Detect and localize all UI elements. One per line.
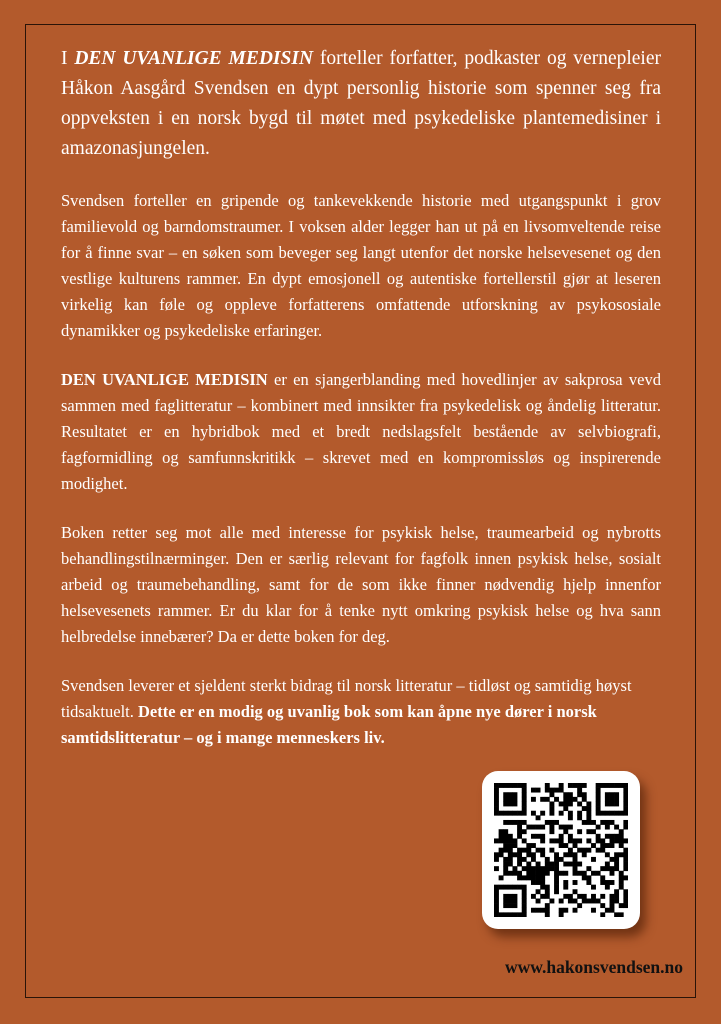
book-title: DEN UVANLIGE MEDISIN [74, 48, 314, 69]
genre-text: er en sjangerblanding med hovedlinjer av sakprosa vevd sammen med faglitteratur – kombinert med innsikter fra psykedelisk og åndelig litteratur. Resultatet er en hybridbok med et bredt nedslagsfelt bestående av selvbiografi, fagformidling og samfunnskritikk – skrevet med en kompromissløs og inspirerende modighet. [61, 370, 661, 493]
closing-text: Svendsen leverer et sjeldent sterkt bidrag til norsk litteratur – tidløst og samtidig høyst tidsaktuelt. [61, 676, 632, 721]
closing-paragraph [61, 673, 661, 751]
intro-prefix: I [61, 48, 75, 69]
qr-code-icon[interactable] [494, 783, 628, 917]
intro-paragraph [61, 44, 661, 164]
audience-paragraph: Boken retter seg mot alle med interesse for psykisk helse, traumearbeid og nybrotts behandlingstilnærminger. Den er særlig relevant for fagfolk innen psykisk helse, sosialt arbeid og traumebehandling, samt for de som ikke finner nødvendig hjelp innenfor helsevesenets rammer. Er du klar for å tenke nytt omkring psykisk helse og hva sann helbredelse innebærer? Da er dette boken for deg. [61, 523, 661, 646]
book-title-bold: DEN UVANLIGE MEDISIN [61, 370, 268, 389]
story-paragraph: Svendsen forteller en gripende og tankevekkende historie med utgangspunkt i grov familievold og barndomstraumer. I voksen alder legger han ut på en livsomveltende reise for å finne svar – en søken som beveger seg langt utenfor det norske helsevesenet og den vestlige kulturens rammer. En dypt emosjonell og autentiske fortellerstil gjør at leseren virkelig kan føle og oppleve forfatterens omfattende utforskning av psykososiale dynamikker og psykedeliske erfaringer. [61, 191, 661, 340]
website-url[interactable]: www.hakonsvendsen.no [505, 957, 683, 977]
qr-code-card[interactable] [482, 771, 640, 929]
closing-bold-text: Dette er en modig og uvanlig bok som kan åpne nye dører i norsk samtidslitteratur – og i mange menneskers liv. [61, 702, 597, 747]
genre-paragraph [61, 367, 661, 497]
back-cover-text [61, 44, 661, 774]
intro-text: forteller forfatter, podkaster og vernepleier Håkon Aasgård Svendsen en dypt personlig historie som spenner seg fra oppveksten i en norsk bygd til møtet med psykedeliske plantemedisiner i amazonasjungelen. [61, 48, 661, 159]
